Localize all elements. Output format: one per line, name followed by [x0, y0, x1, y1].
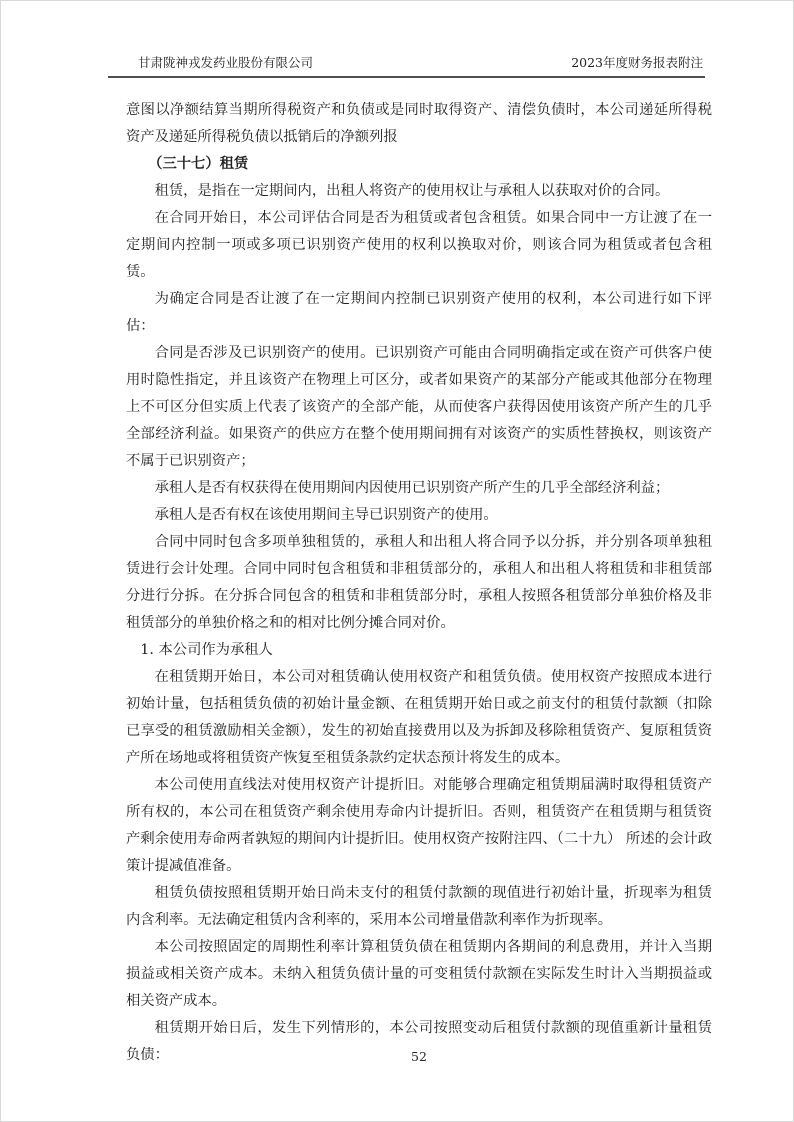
paragraph: 为确定合同是否让渡了在一定期间内控制已识别资产使用的权利，本公司进行如下评估： [126, 291, 712, 334]
section-heading: （三十七）租赁 [148, 156, 249, 172]
paragraph: 本公司按照固定的周期性利率计算租赁负债在租赁期内各期间的利息费用，并计入当期损益或相关资产成本。未纳入租赁负债计量的可变租赁付款额在实际发生时计入当期损益或相关资产成本。 [126, 939, 712, 1009]
paragraph: 租赁，是指在一定期间内，出租人将资产的使用权让与承租人以获取对价的合同。 [154, 183, 670, 199]
paragraph: 本公司使用直线法对使用权资产计提折旧。对能够合理确定租赁期届满时取得租赁资产所有权的，本公司在租赁资产剩余使用寿命内计提折旧。否则，租赁资产在租赁期与租赁资产剩余使用寿命两者孰短的期间内计提折旧。使用权资产按附注四、（二十九） 所述的会计政策计提减值准备。 [126, 777, 712, 874]
document-body [126, 97, 712, 1069]
paragraph: 承租人是否有权获得在使用期间内因使用已识别资产所产生的几乎全部经济利益； [154, 480, 670, 496]
page-footer [126, 1049, 712, 1064]
header-doc-title: 2023年度财务报表附注 [571, 55, 703, 70]
paragraph: 意图以净额结算当期所得税资产和负债或是同时取得资产、清偿负债时，本公司递延所得税资产及递延所得税负债以抵销后的净额列报 [126, 102, 712, 145]
paragraph: 租赁负债按照租赁期开始日尚未支付的租赁付款额的现值进行初始计量，折现率为租赁内含利率。无法确定租赁内含利率的，采用本公司增量借款利率作为折现率。 [126, 885, 712, 928]
paragraph: 承租人是否有权在该使用期间主导已识别资产的使用。 [154, 507, 498, 523]
page-header [108, 55, 705, 78]
header-company-name: 甘肃陇神戎发药业股份有限公司 [138, 55, 314, 70]
list-item: 1. 本公司作为承租人 [140, 642, 273, 658]
paragraph: 在租赁期开始日，本公司对租赁确认使用权资产和租赁负债。使用权资产按照成本进行初始计量，包括租赁负债的初始计量金额、在租赁期开始日或之前支付的租赁付款额（扣除已享受的租赁激励相关金额），发生的初始直接费用以及为拆卸及移除租赁资产、复原租赁资产所在场地或将租赁资产恢复至租赁条款约定状态预计将发生的成本。 [126, 669, 712, 766]
paragraph: 租赁期开始日后，发生下列情形的，本公司按照变动后租赁付款额的现值重新计量租赁负债： [126, 1020, 712, 1063]
paragraph: 合同是否涉及已识别资产的使用。已识别资产可能由合同明确指定或在资产可供客户使用时隐性指定，并且该资产在物理上可区分，或者如果资产的某部分产能或其他部分在物理上不可区分但实质上代表了该资产的全部产能，从而使客户获得因使用该资产所产生的几乎全部经济利益。如果资产的供应方在整个使用期间拥有对该资产的实质性替换权，则该资产不属于已识别资产； [126, 345, 712, 469]
paragraph: 在合同开始日，本公司评估合同是否为租赁或者包含租赁。如果合同中一方让渡了在一定期间内控制一项或多项已识别资产使用的权利以换取对价，则该合同为租赁或者包含租赁。 [126, 210, 712, 280]
paragraph: 合同中同时包含多项单独租赁的，承租人和出租人将合同予以分拆，并分别各项单独租赁进行会计处理。合同中同时包含租赁和非租赁部分的，承租人和出租人将租赁和非租赁部分进行分拆。在分拆合同包含的租赁和非租赁部分时，承租人按照各租赁部分单独价格及非租赁部分的单独价格之和的相对比例分摊合同对价。 [126, 534, 712, 631]
page-number: 52 [411, 1049, 427, 1064]
